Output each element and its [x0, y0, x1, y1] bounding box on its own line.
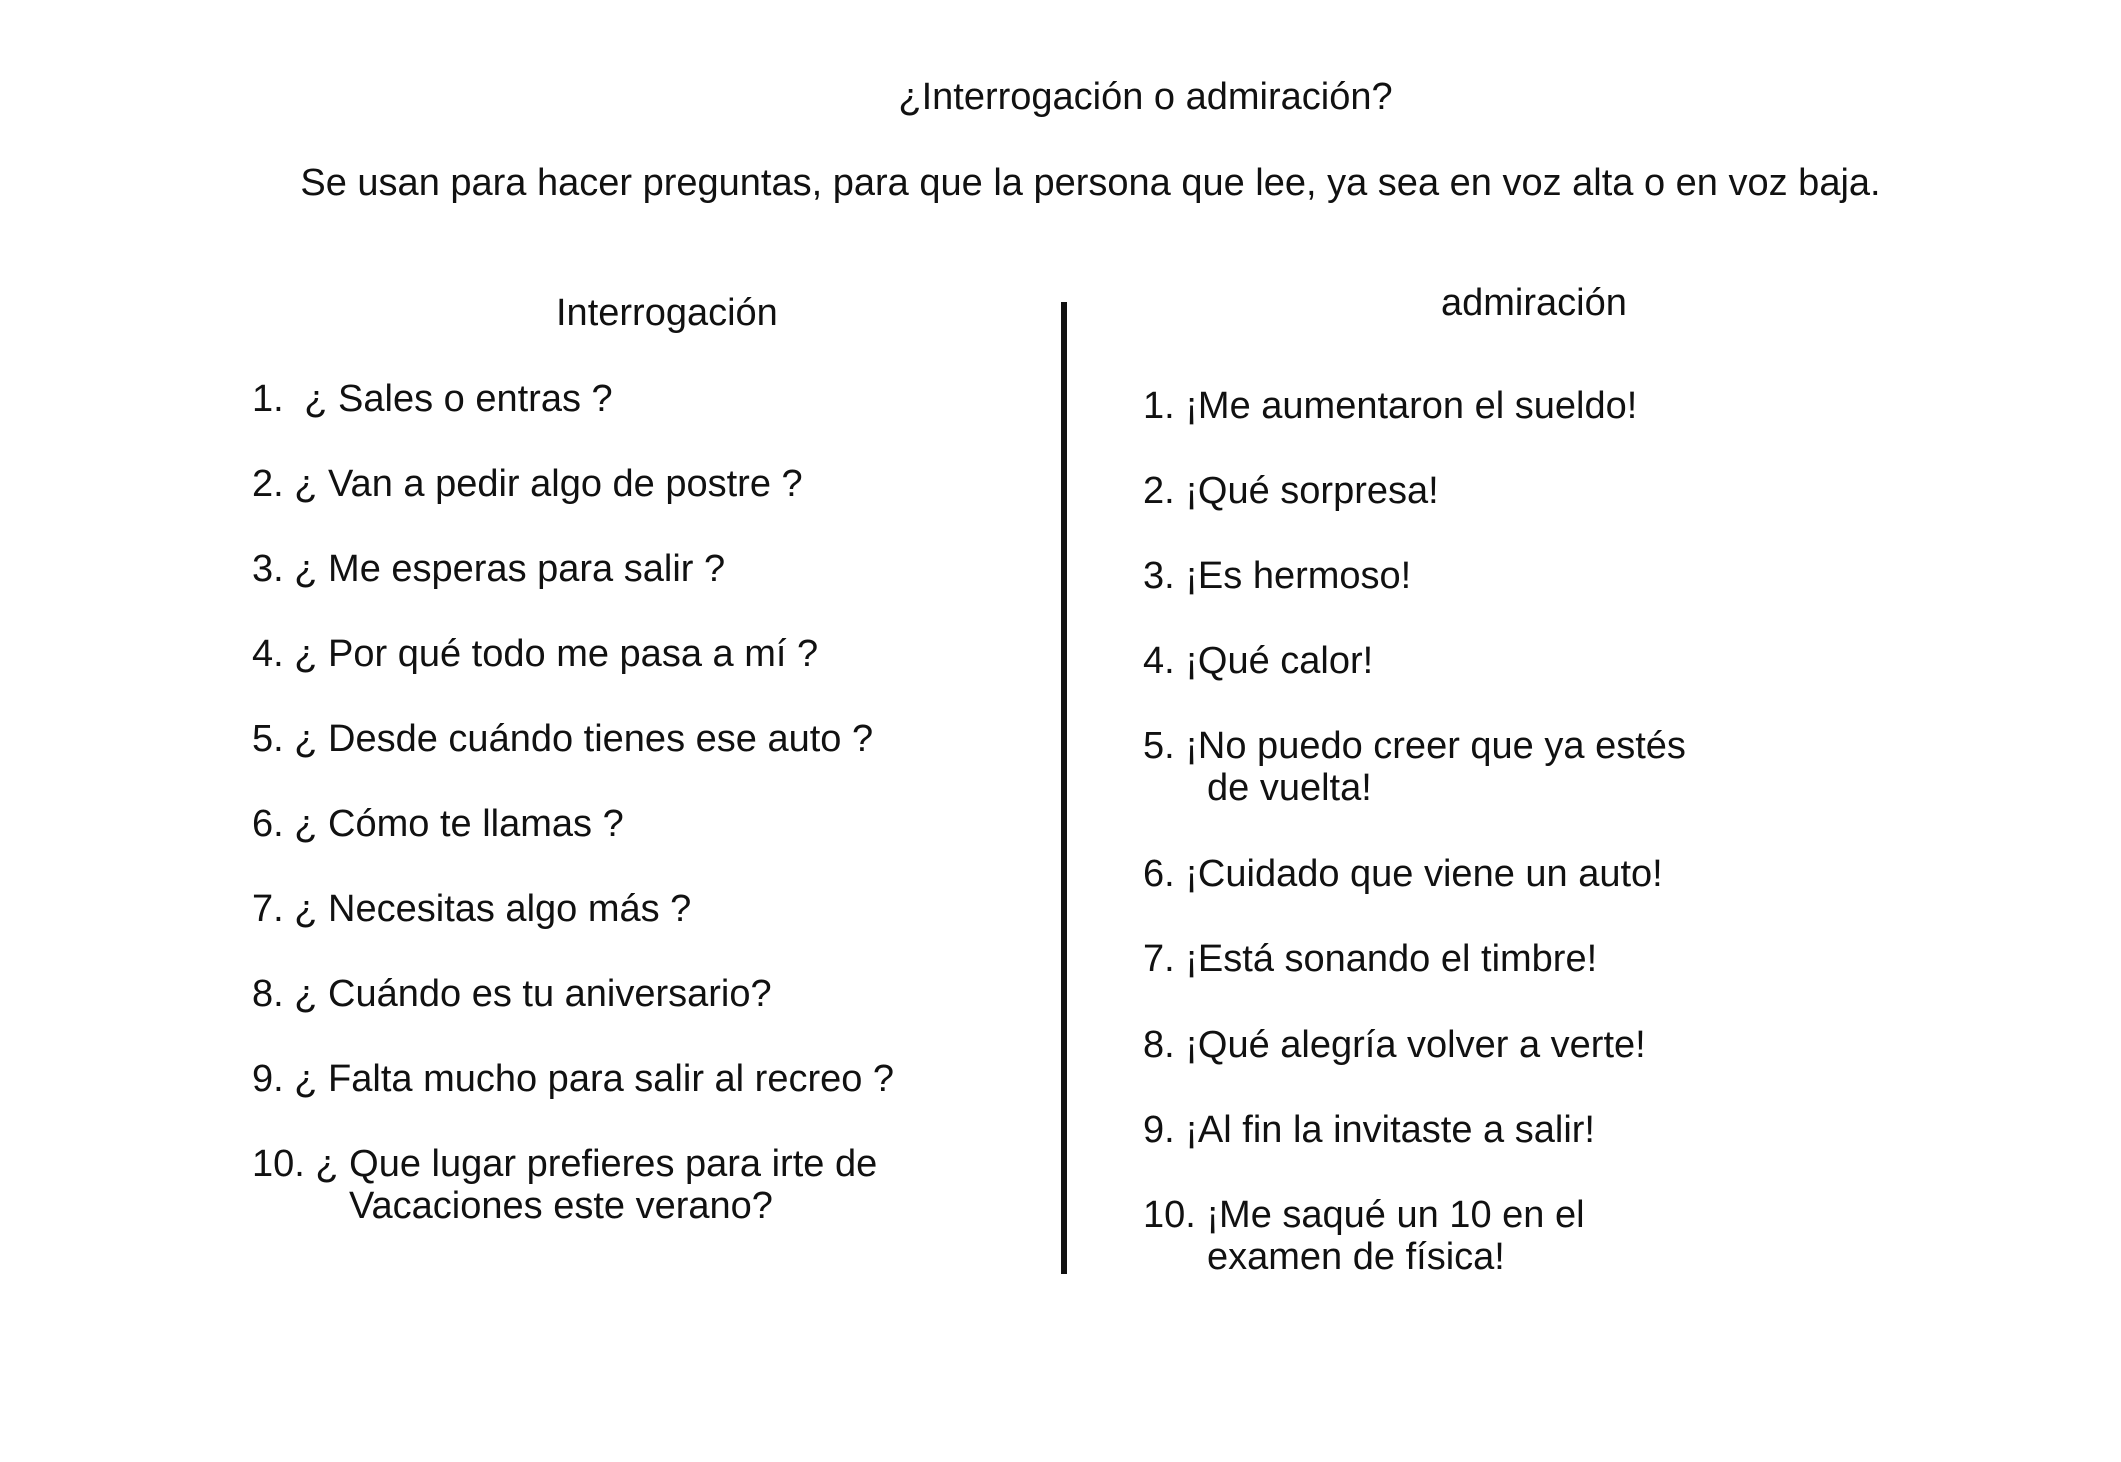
item-text-continuation: Vacaciones este verano?: [349, 1185, 773, 1227]
item-text: ¿ Desde cuándo tienes ese auto ?: [294, 718, 874, 760]
list-item: [1143, 385, 1637, 427]
item-text: ¡No puedo creer que ya estés: [1185, 725, 1686, 767]
page-subtitle: Se usan para hacer preguntas, para que la persona que lee, ya sea en voz alta o en voz baja.: [300, 162, 1881, 204]
list-item: [252, 888, 691, 930]
list-item: [252, 633, 818, 675]
list-item: [252, 548, 725, 590]
item-number: 3.: [1143, 555, 1175, 597]
item-text: ¿ Cuándo es tu aniversario?: [294, 973, 772, 1015]
admiracion-heading: admiración: [1441, 282, 1627, 324]
list-item: [1143, 640, 1373, 682]
list-item: [252, 463, 803, 505]
page-title: ¿Interrogación o admiración?: [898, 76, 1393, 118]
item-text: ¡Qué alegría volver a verte!: [1185, 1024, 1646, 1066]
item-text: ¿ Falta mucho para salir al recreo ?: [294, 1058, 895, 1100]
item-number: 4.: [252, 633, 284, 675]
item-text: ¡Cuidado que viene un auto!: [1185, 853, 1663, 895]
list-item: [252, 1143, 877, 1227]
item-text-continuation: de vuelta!: [1207, 767, 1372, 809]
item-number: 6.: [1143, 853, 1175, 895]
item-text: ¡Me saqué un 10 en el: [1206, 1194, 1585, 1236]
item-number: 3.: [252, 548, 284, 590]
list-item: [252, 973, 772, 1015]
list-item: [1143, 470, 1439, 512]
list-item: [1143, 1109, 1595, 1151]
item-text: ¿ Cómo te llamas ?: [294, 803, 624, 845]
item-number: 4.: [1143, 640, 1175, 682]
item-text: ¿ Sales o entras ?: [304, 378, 613, 420]
list-item: [1143, 725, 1686, 809]
item-number: 8.: [1143, 1024, 1175, 1066]
item-number: 7.: [1143, 938, 1175, 980]
interrogacion-heading: Interrogación: [556, 292, 778, 334]
item-number: 9.: [1143, 1109, 1175, 1151]
item-number: 5.: [252, 718, 284, 760]
list-item: [1143, 555, 1411, 597]
item-number: 1.: [1143, 385, 1175, 427]
list-item: [252, 1058, 894, 1100]
item-number: 6.: [252, 803, 284, 845]
item-text-continuation: examen de física!: [1207, 1236, 1505, 1278]
list-item: [1143, 1194, 1585, 1278]
list-item: [252, 803, 624, 845]
item-number: 2.: [1143, 470, 1175, 512]
item-number: 2.: [252, 463, 284, 505]
item-number: 7.: [252, 888, 284, 930]
item-number: 5.: [1143, 725, 1175, 767]
item-text: ¿ Necesitas algo más ?: [294, 888, 692, 930]
item-text: ¿ Por qué todo me pasa a mí ?: [294, 633, 819, 675]
item-number: 10.: [252, 1143, 305, 1185]
list-item: [252, 378, 613, 420]
item-text: ¡Qué sorpresa!: [1185, 470, 1439, 512]
item-text: ¡Al fin la invitaste a salir!: [1185, 1109, 1595, 1151]
item-number: 1.: [252, 378, 284, 420]
column-divider: [1061, 302, 1067, 1274]
list-item: [1143, 938, 1597, 980]
item-text: ¿ Van a pedir algo de postre ?: [294, 463, 803, 505]
item-number: 8.: [252, 973, 284, 1015]
list-item: [252, 718, 873, 760]
item-text: ¡Está sonando el timbre!: [1185, 938, 1598, 980]
item-text: ¿ Que lugar prefieres para irte de: [315, 1143, 878, 1185]
item-text: ¡Me aumentaron el sueldo!: [1185, 385, 1638, 427]
list-item: [1143, 1024, 1646, 1066]
item-number: 10.: [1143, 1194, 1196, 1236]
item-text: ¡Es hermoso!: [1185, 555, 1412, 597]
item-text: ¡Qué calor!: [1185, 640, 1374, 682]
item-number: 9.: [252, 1058, 284, 1100]
item-text: ¿ Me esperas para salir ?: [294, 548, 726, 590]
list-item: [1143, 853, 1663, 895]
